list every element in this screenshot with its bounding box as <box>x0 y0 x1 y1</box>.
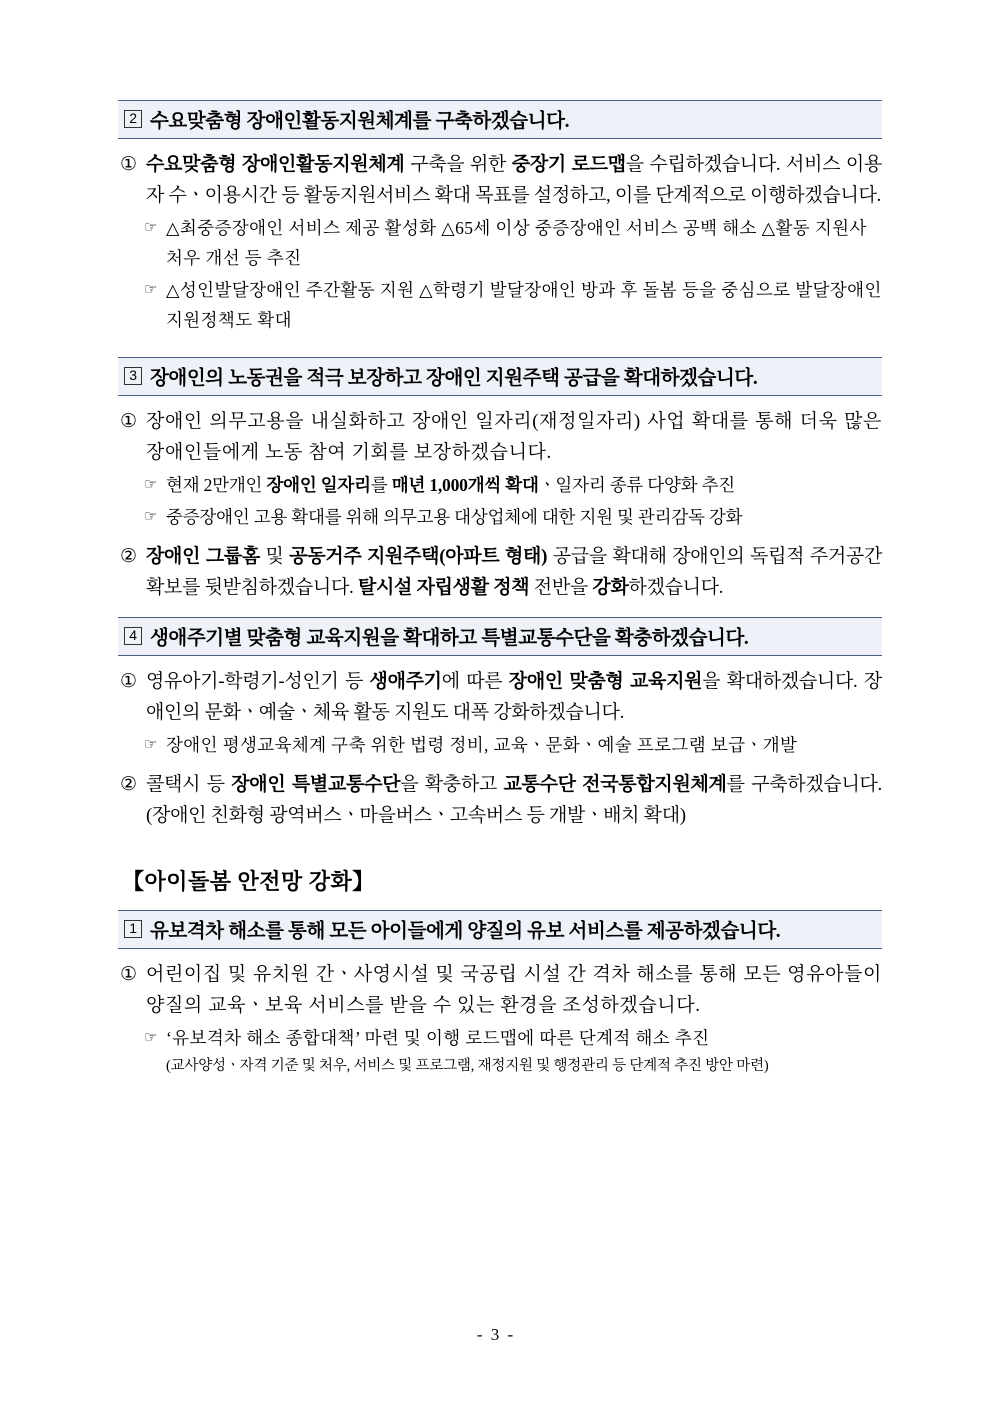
section-heading-4 <box>118 617 882 656</box>
chapter-title: 【아이돌봄 안전망 강화】 <box>122 869 375 894</box>
item-text: 장애인 그룹홈 및 공동거주 지원주택(아파트 형태) 공급을 확대해 장애인의 독립적 주거공간 확보를 뒷받침하겠습니다. 탈시설 자립생활 정책 전반을 강화하겠습니다. <box>146 546 882 598</box>
pointing-hand-icon: ☞ <box>144 477 158 493</box>
spacer <box>118 603 882 617</box>
item-marker: ① <box>120 964 138 985</box>
list-item <box>118 769 882 831</box>
section-heading-3 <box>118 357 882 396</box>
list-item <box>118 149 882 211</box>
section-number: 3 <box>124 367 142 385</box>
spacer <box>118 335 882 357</box>
pointing-hand-icon: ☞ <box>144 1030 158 1046</box>
item-marker: ② <box>120 774 138 795</box>
sub-bullet-text: △최중증장애인 서비스 제공 활성화 △65세 이상 중증장애인 서비스 공백 해소 △활동 지원사 처우 개선 등 추진 <box>166 218 867 268</box>
section-number: 1 <box>124 920 142 938</box>
sub-bullet-text: 현재 2만개인 장애인 일자리를 매년 1,000개씩 확대ㆍ일자리 종류 다양화 추진 <box>166 475 735 495</box>
item-marker: ① <box>120 154 138 175</box>
sub-bullet-text: ‘유보격차 해소 종합대책’ 마련 및 이행 로드맵에 따른 단계적 해소 추진 <box>166 1028 710 1048</box>
item-marker: ② <box>120 546 138 567</box>
sub-bullet <box>118 470 882 500</box>
sub-bullet <box>118 275 882 335</box>
pointing-hand-icon: ☞ <box>144 509 158 525</box>
item-text: 장애인 의무고용을 내실화하고 장애인 일자리(재정일자리) 사업 확대를 통해 더욱 많은 장애인들에게 노동 참여 기회를 보장하겠습니다. <box>146 411 882 463</box>
sub-bullet <box>118 213 882 273</box>
sub-bullet <box>118 1023 882 1053</box>
item-text: 콜택시 등 장애인 특별교통수단을 확충하고 교통수단 전국통합지원체계를 구축하겠습니다. (장애인 친화형 광역버스ㆍ마을버스ㆍ고속버스 등 개발ㆍ배치 확대) <box>146 774 883 826</box>
sub-bullet-text: 중증장애인 고용 확대를 위해 의무고용 대상업체에 대한 지원 및 관리감독 강화 <box>166 507 743 527</box>
section-number: 2 <box>124 110 142 128</box>
section-heading-2 <box>118 100 882 139</box>
sub-bullet-text: 장애인 평생교육체계 구축 위한 법령 정비, 교육ㆍ문화ㆍ예술 프로그램 보급ㆍ개발 <box>166 735 798 755</box>
section-title: 수요맞춤형 장애인활동지원체계를 구축하겠습니다. <box>150 111 570 132</box>
list-item <box>118 666 882 728</box>
item-text: 수요맞춤형 장애인활동지원체계 구축을 위한 중장기 로드맵을 수립하겠습니다. 서비스 이용자 수ㆍ이용시간 등 활동지원서비스 확대 목표를 설정하고, 이를 단계적으로 이행하겠습니다. <box>146 154 882 206</box>
pointing-hand-icon: ☞ <box>144 737 158 753</box>
sub-bullet <box>118 730 882 760</box>
pointing-hand-icon: ☞ <box>144 220 158 236</box>
sub-bullet <box>118 502 882 532</box>
section-title: 장애인의 노동권을 적극 보장하고 장애인 지원주택 공급을 확대하겠습니다. <box>150 368 758 389</box>
list-item <box>118 959 882 1021</box>
section-title: 생애주기별 맞춤형 교육지원을 확대하고 특별교통수단을 확충하겠습니다. <box>150 628 749 649</box>
list-item <box>118 406 882 468</box>
list-item <box>118 541 882 603</box>
footnote-text: (교사양성ㆍ자격 기준 및 처우, 서비스 및 프로그램, 재정지원 및 행정관리 등 단계적 추진 방안 마련) <box>166 1058 769 1074</box>
sub-bullet-text: △성인발달장애인 주간활동 지원 △학령기 발달장애인 방과 후 돌봄 등을 중심으로 발달장애인 지원정책도 확대 <box>166 280 882 330</box>
section-heading-1 <box>118 910 882 949</box>
pointing-hand-icon: ☞ <box>144 282 158 298</box>
item-marker: ① <box>120 411 138 432</box>
item-marker: ① <box>120 671 138 692</box>
page-number: - 3 - <box>476 1325 516 1344</box>
item-text: 영유아기-학령기-성인기 등 생애주기에 따른 장애인 맞춤형 교육지원을 확대하겠습니다. 장애인의 문화ㆍ예술ㆍ체육 활동 지원도 대폭 강화하겠습니다. <box>146 671 882 723</box>
item-text: 어린이집 및 유치원 간ㆍ사영시설 및 국공립 시설 간 격차 해소를 통해 모든 영유아들이 양질의 교육ㆍ보육 서비스를 받을 수 있는 환경을 조성하겠습니다. <box>146 964 882 1016</box>
section-number: 4 <box>124 627 142 645</box>
section-title: 유보격차 해소를 통해 모든 아이들에게 양질의 유보 서비스를 제공하겠습니다. <box>150 921 781 942</box>
